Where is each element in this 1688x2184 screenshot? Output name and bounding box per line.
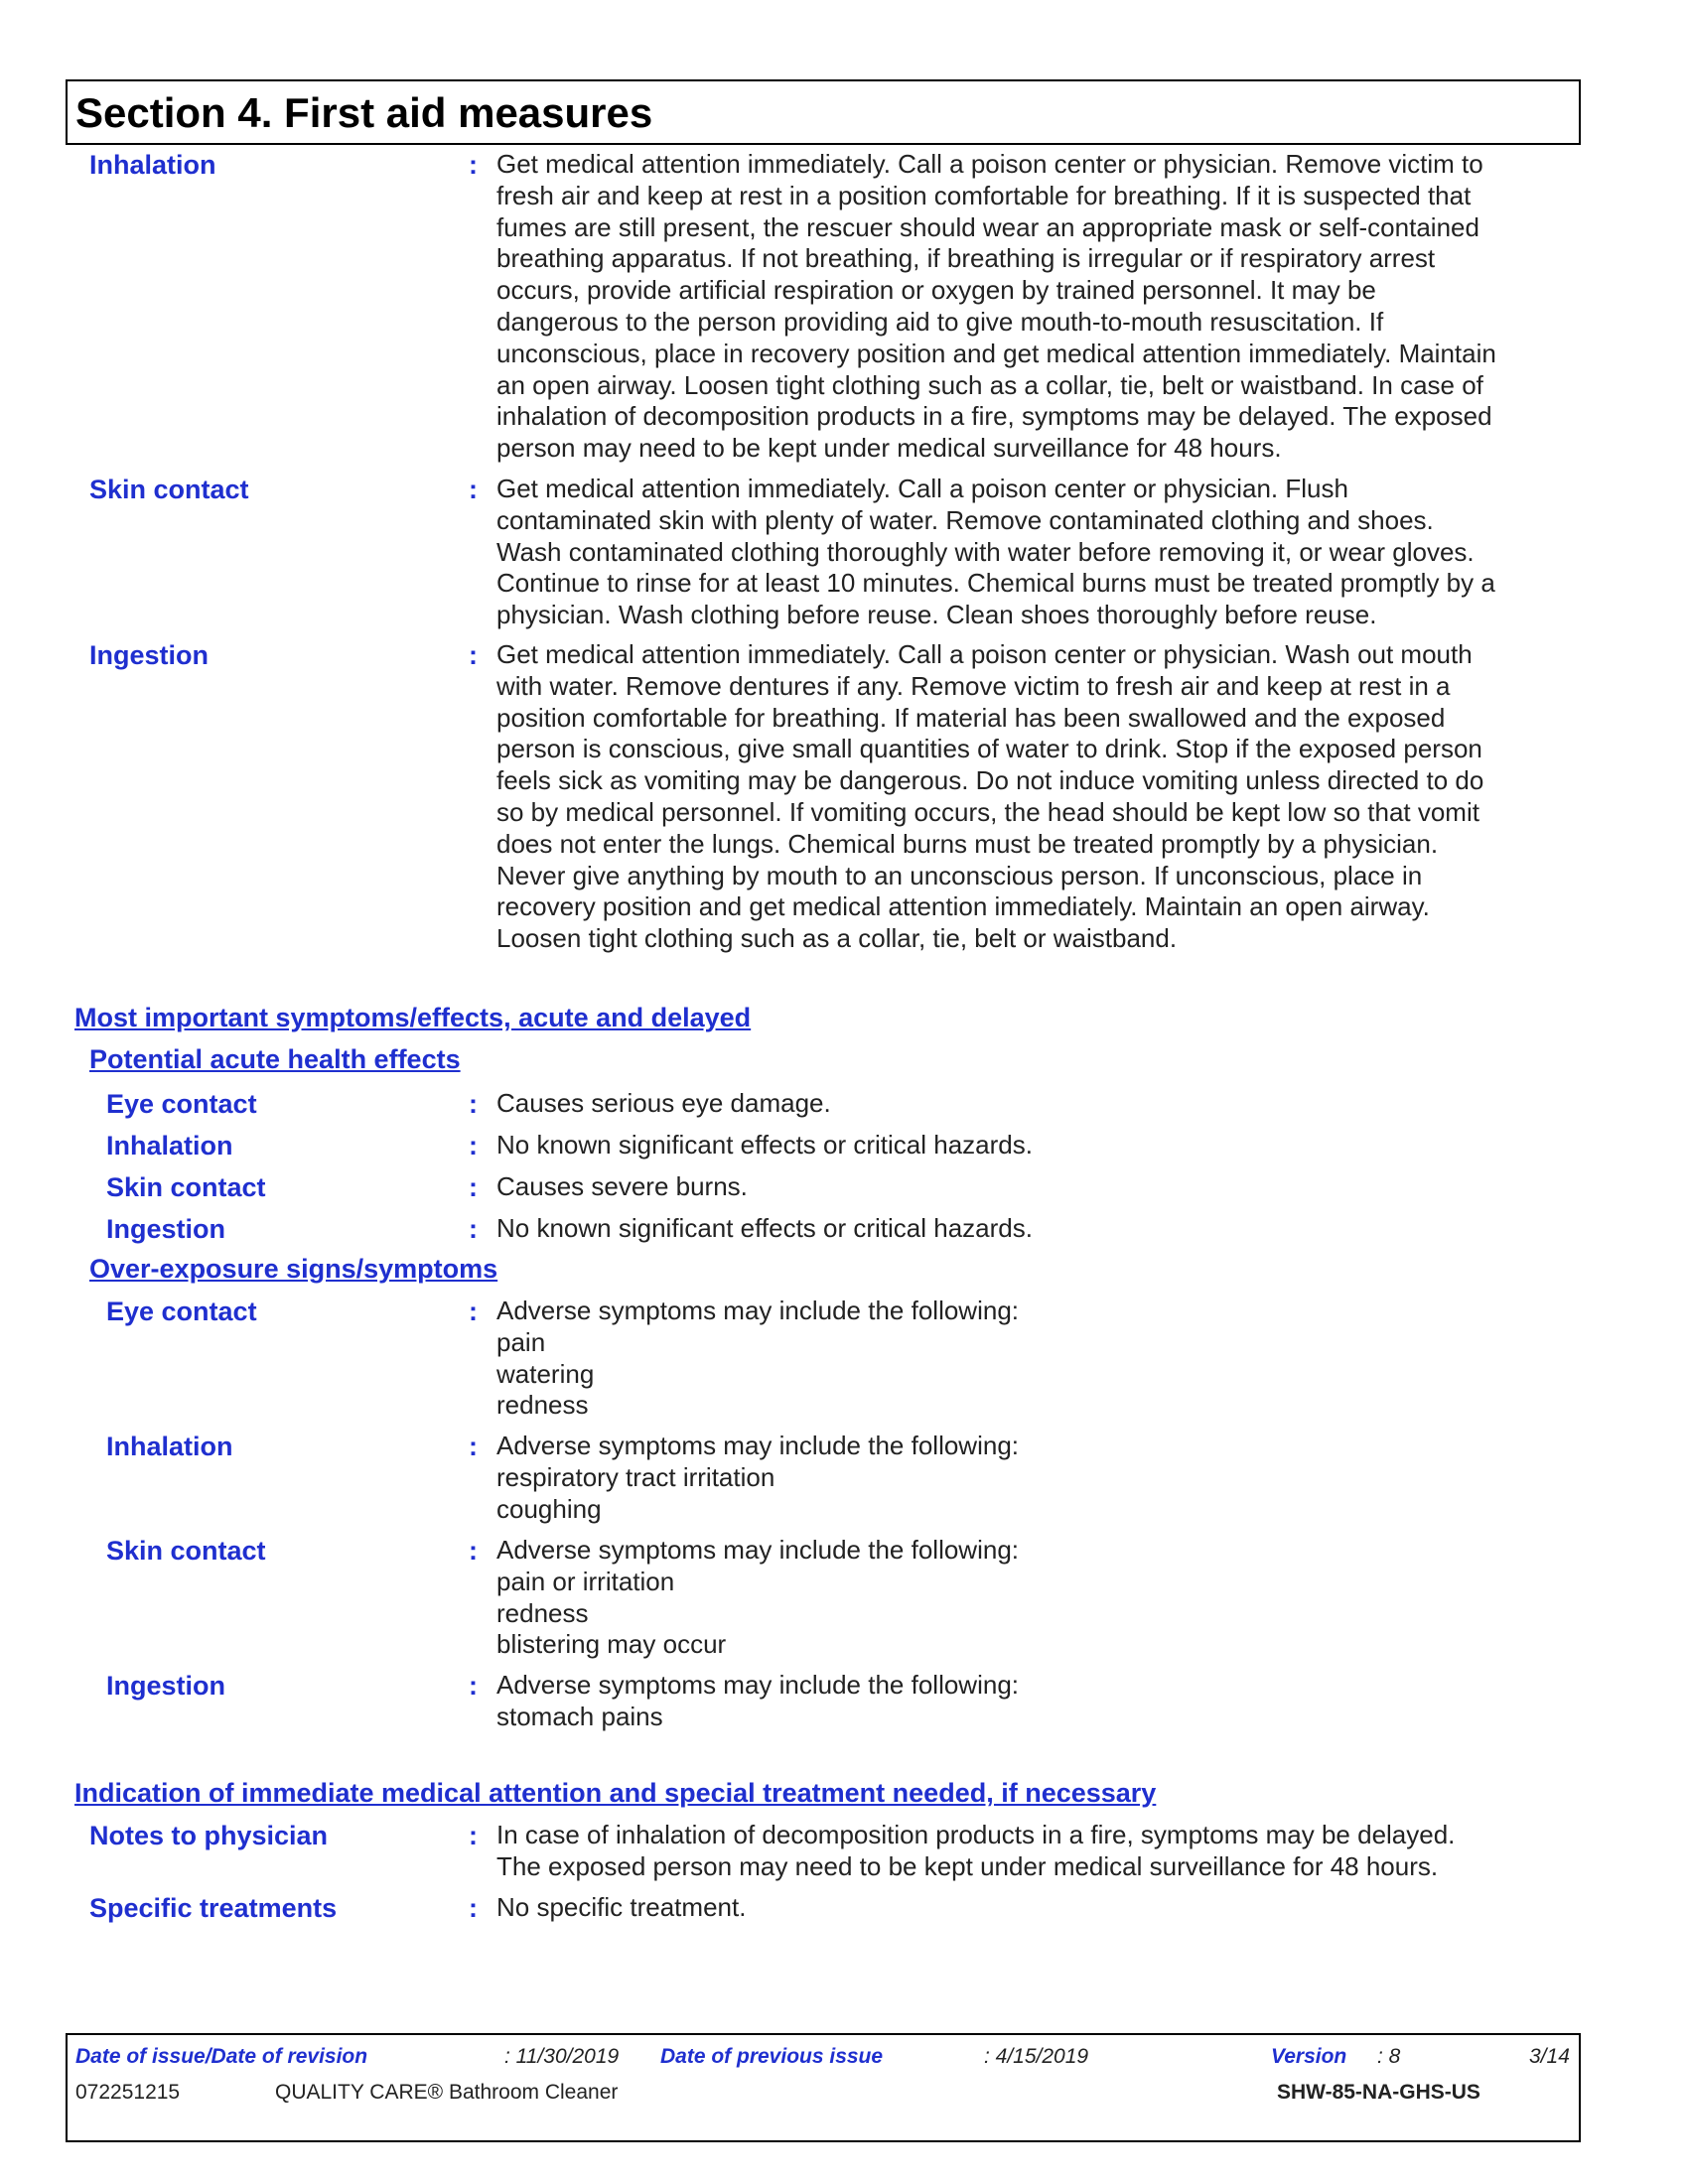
acute-effects-heading: Potential acute health effects — [89, 1044, 461, 1074]
acute-text: No known significant effects or critical hazards. — [496, 1130, 1033, 1160]
section-title: Section 4. First aid measures — [75, 89, 653, 136]
acute-text: No known significant effects or critical hazards. — [496, 1213, 1033, 1243]
indication-text: No specific treatment. — [496, 1892, 747, 1922]
overexposure-label: Eye contact — [106, 1297, 257, 1326]
overexposure-text: Adverse symptoms may include the following: stomach pains — [496, 1670, 1020, 1731]
colon: : — [469, 1172, 478, 1202]
symptoms-heading: Most important symptoms/effects, acute and delayed — [74, 1003, 752, 1032]
colon: : — [469, 1893, 478, 1923]
page-footer — [66, 2033, 1581, 2142]
document-code: SHW-85-NA-GHS-US — [1277, 2081, 1480, 2104]
indication-label: Specific treatments — [89, 1893, 338, 1923]
overexposure-text: Adverse symptoms may include the following: respiratory tract irritation coughing — [496, 1431, 1020, 1524]
colon: : — [469, 1131, 478, 1160]
indication-heading: Indication of immediate medical attention and special treatment needed, if necessary — [74, 1778, 1157, 1808]
overexposure-label: Skin contact — [106, 1536, 266, 1566]
colon: : — [469, 1432, 478, 1461]
version-label: Version — [1271, 2045, 1347, 2068]
indication-text: In case of inhalation of decomposition products in a fire, symptoms may be delayed. The exposed person may need to be kept under medical surveillance for 48 hours. — [496, 1820, 1456, 1881]
colon: : — [469, 640, 478, 670]
acute-text: Causes severe burns. — [496, 1171, 748, 1201]
first-aid-label: Skin contact — [89, 475, 249, 504]
acute-label: Inhalation — [106, 1131, 233, 1160]
first-aid-text: Get medical attention immediately. Call a poison center or physician. Flush contaminated skin with plenty of water. Remove contaminated clothing and shoes. Wash contaminated clothing thoroughly with water before removing it, or wear gloves. Continue to rinse for at least 10 minutes. Chemical burns must be treated promptly by a physician. Wash clothing before reuse. Clean shoes thoroughly before reuse. — [496, 474, 1495, 630]
issue-date-value: : 11/30/2019 — [504, 2045, 620, 2068]
first-aid-label: Ingestion — [89, 640, 209, 670]
first-aid-text: Get medical attention immediately. Call a poison center or physician. Remove victim to fresh air and keep at rest in a position comfortable for breathing. If it is suspected that fumes are still present, the rescuer should wear an appropriate mask or self-contained breathing apparatus. If not breathing, if breathing is irregular or if respiratory arrest occurs, provide artificial respiration or oxygen by trained personnel. It may be dangerous to the person providing aid to give mouth-to-mouth resuscitation. If unconscious, place in recovery position and get medical attention immediately. Maintain an open airway. Loosen tight clothing such as a collar, tie, belt or waistband. In case of inhalation of decomposition products in a fire, symptoms may be delayed. The exposed person may need to be kept under medical surveillance for 48 hours. — [496, 149, 1496, 464]
acute-text: Causes serious eye damage. — [496, 1088, 831, 1118]
colon: : — [469, 1671, 478, 1701]
section-header — [66, 79, 1581, 145]
colon: : — [469, 1821, 478, 1850]
colon: : — [469, 150, 478, 180]
version-value: : 8 — [1377, 2045, 1401, 2068]
overexposure-text: Adverse symptoms may include the following: pain watering redness — [496, 1296, 1020, 1421]
acute-label: Eye contact — [106, 1089, 257, 1119]
acute-label: Skin contact — [106, 1172, 266, 1202]
previous-issue-label: Date of previous issue — [660, 2045, 884, 2068]
overexposure-heading: Over-exposure signs/symptoms — [89, 1254, 498, 1284]
issue-date-label: Date of issue/Date of revision — [75, 2045, 368, 2068]
indication-label: Notes to physician — [89, 1821, 329, 1850]
first-aid-label: Inhalation — [89, 150, 216, 180]
overexposure-label: Inhalation — [106, 1432, 233, 1461]
overexposure-label: Ingestion — [106, 1671, 225, 1701]
product-code: 072251215 — [75, 2081, 181, 2104]
previous-issue-value: : 4/15/2019 — [984, 2045, 1089, 2068]
colon: : — [469, 1089, 478, 1119]
acute-label: Ingestion — [106, 1214, 225, 1244]
colon: : — [469, 1536, 478, 1566]
first-aid-text: Get medical attention immediately. Call a poison center or physician. Wash out mouth with water. Remove dentures if any. Remove victim to fresh air and keep at rest in a position comfortable for breathing. If material has been swallowed and the exposed person is conscious, give small quantities of water to drink. Stop if the exposed person feels sick as vomiting may be dangerous. Do not induce vomiting unless directed to do so by medical personnel. If vomiting occurs, the head should be kept low so that vomit does not enter the lungs. Chemical burns must be treated promptly by a physician. Never give anything by mouth to an unconscious person. If unconscious, place in recovery position and get medical attention immediately. Maintain an open airway. Loosen tight clothing such as a collar, tie, belt or waistband. — [496, 639, 1484, 954]
colon: : — [469, 1297, 478, 1326]
overexposure-text: Adverse symptoms may include the following: pain or irritation redness blistering may occur — [496, 1535, 1020, 1660]
product-name: QUALITY CARE® Bathroom Cleaner — [275, 2081, 619, 2104]
colon: : — [469, 475, 478, 504]
page-number: 3/14 — [1529, 2045, 1570, 2068]
colon: : — [469, 1214, 478, 1244]
